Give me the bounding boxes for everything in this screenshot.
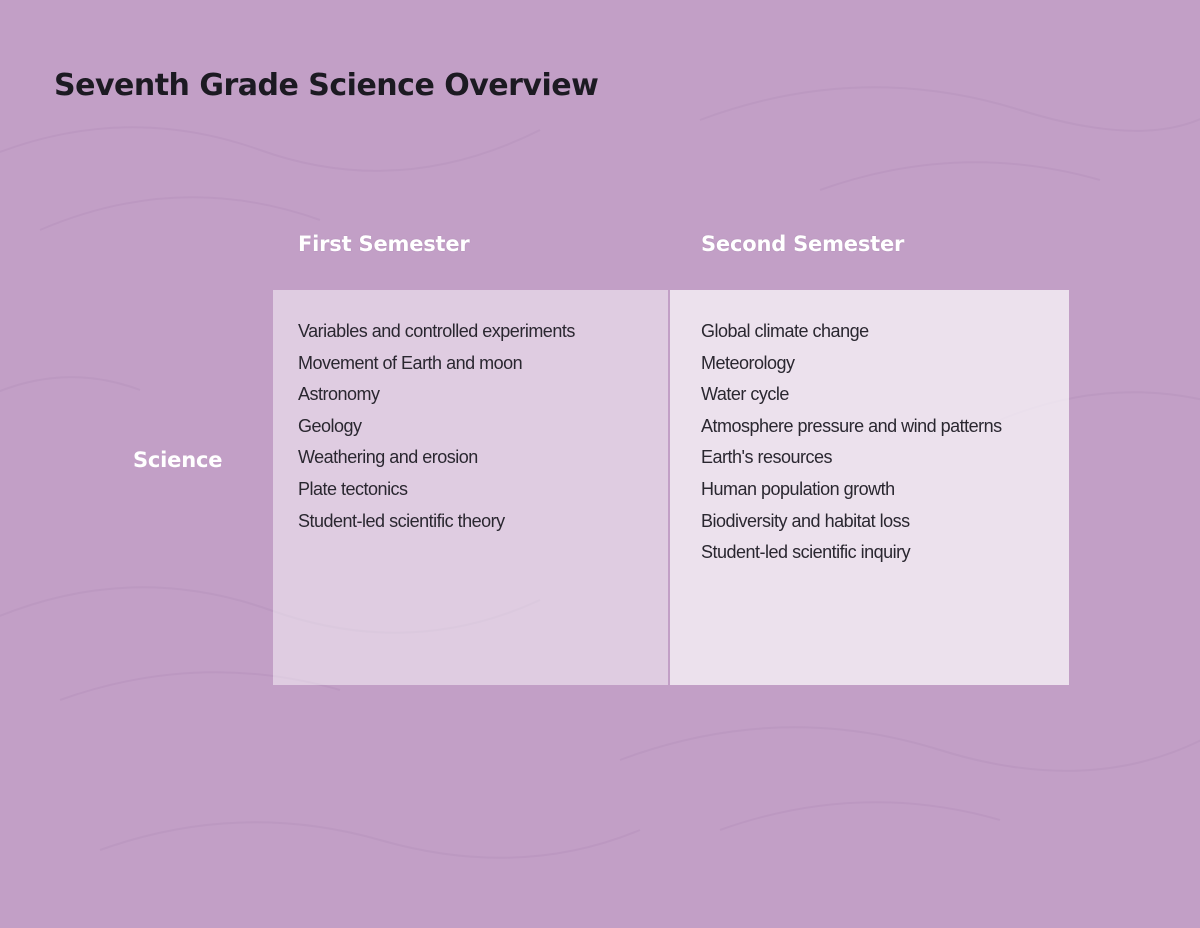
second-semester-panel [670,290,1069,685]
list-item: Meteorology [701,352,795,373]
list-item: Global climate change [701,321,869,341]
list-item: Student-led scientific theory [298,510,505,531]
row-label-science: Science [133,448,223,472]
list-item: Plate tectonics [298,478,408,499]
list-item: Atmosphere pressure and wind patterns [701,415,1002,436]
column-header-second-semester: Second Semester [701,232,905,256]
list-item: Student-led scientific inquiry [701,542,911,563]
list-item: Movement of Earth and moon [298,352,523,373]
list-item: Astronomy [298,384,380,405]
first-semester-topic-list [298,316,668,537]
list-item: Weathering and erosion [298,447,478,468]
first-semester-panel [273,290,668,685]
list-item: Earth's resources [701,447,832,468]
second-semester-topic-list [701,316,1069,569]
column-header-first-semester: First Semester [298,232,470,256]
list-item: Geology [298,415,362,436]
list-item: Human population growth [701,478,895,499]
list-item: Water cycle [701,384,789,405]
page-title: Seventh Grade Science Overview [54,68,599,103]
list-item: Biodiversity and habitat loss [701,510,910,531]
list-item: Variables and controlled experiments [298,321,575,341]
